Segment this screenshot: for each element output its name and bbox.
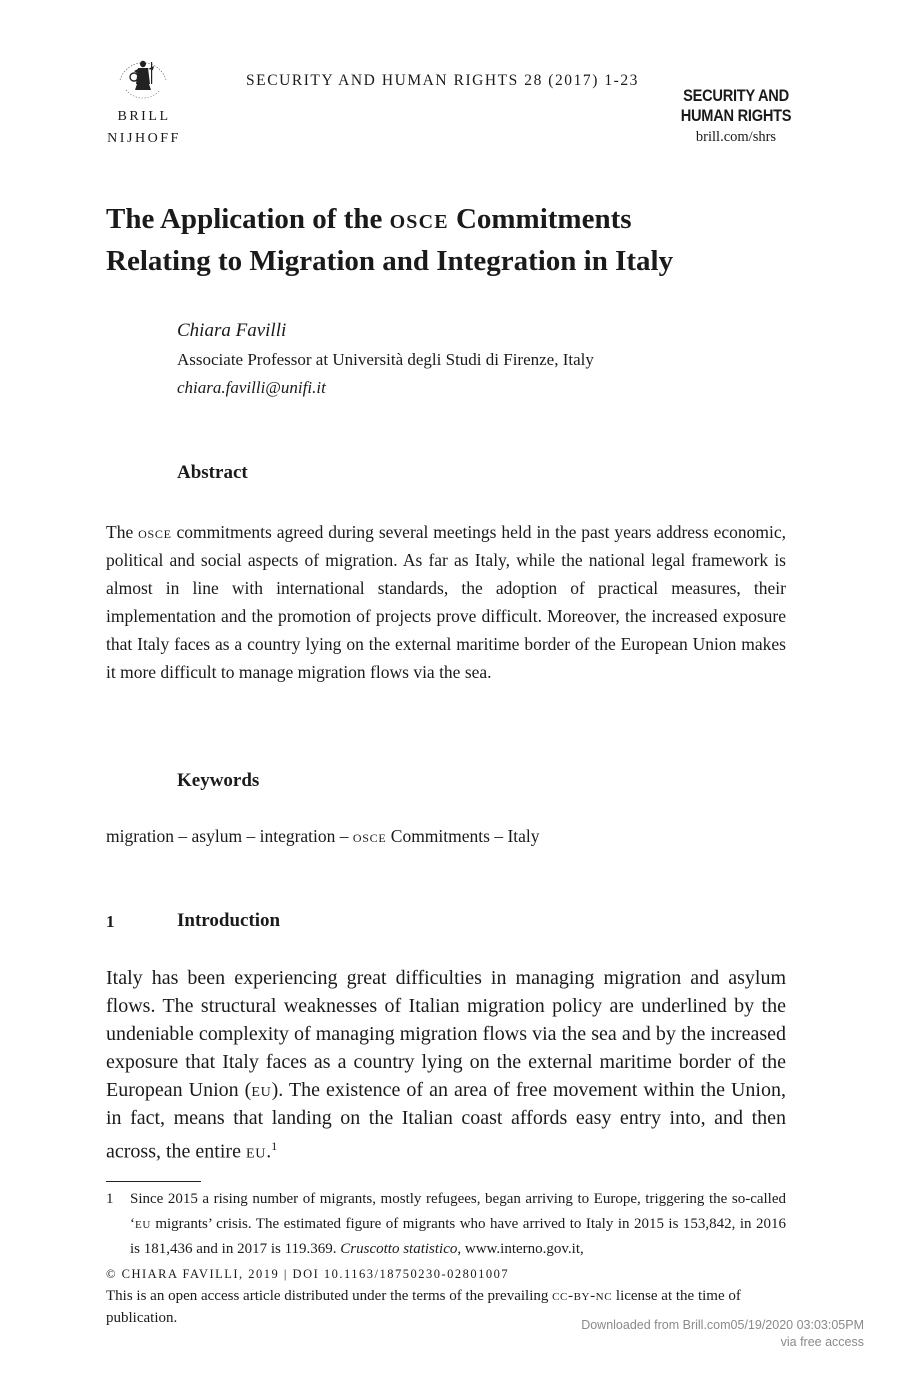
article-title — [106, 198, 806, 282]
copyright-doi: © CHIARA FAVILLI, 2019 | DOI 10.1163/18750230-02801007 — [106, 1267, 510, 1281]
publisher-name-nijhoff: NIJHOFF — [107, 131, 181, 146]
download-line1: Downloaded from Brill.com05/19/2020 03:03:05PM — [581, 1318, 864, 1332]
title-text: The Application of the — [106, 203, 390, 235]
title-osce: osce — [389, 203, 449, 235]
license-cc: cc-by-nc — [552, 1288, 613, 1304]
keywords-list — [106, 826, 540, 847]
journal-url[interactable]: brill.com/shrs — [695, 129, 777, 145]
abstract-body: commitments agreed during several meetings held in the past years address economic, political and social aspects of migration. As far as Italy, while the national legal framework is almost in line with international standards, the adoption of practical measures, their implementation and the promotion of projects prove difficult. Moreover, the increased exposure that Italy faces as a country lying on the external maritime border of the European Union makes it more difficult to manage migration flows via the sea. — [106, 522, 786, 682]
title-line2: Relating to Migration and Integration in Italy — [106, 245, 674, 277]
author-affiliation: Associate Professor at Università degli Studi di Firenze, Italy — [177, 350, 594, 369]
journal-name-line2: HUMAN RIGHTS — [680, 106, 792, 125]
footnote-part: migrants’ crisis. The estimated figure of migrants who have arrived to Italy in 2015 is 153,842, in 2016 is 181,436 and in 2017 is 119.369. — [130, 1216, 786, 1257]
footnote-text — [130, 1187, 786, 1262]
body-eu: eu — [245, 1140, 267, 1163]
footnote-italic: Cruscotto statistico — [340, 1241, 458, 1257]
body-eu: eu — [251, 1079, 272, 1101]
abstract-heading: Abstract — [177, 462, 248, 483]
section-body — [106, 964, 786, 1166]
abstract-text — [106, 518, 786, 686]
footnote-part: Since 2015 a rising number of migrants, mostly refugees, began arriving to Europe, triggering the so-called ‘ — [130, 1191, 786, 1232]
abstract-lead: The — [106, 522, 139, 542]
footnote-rule — [106, 1181, 201, 1182]
keywords-part: Commitments – Italy — [386, 826, 540, 846]
brill-seal-logo — [112, 44, 174, 106]
keywords-osce: osce — [352, 826, 387, 846]
section-number: 1 — [106, 912, 115, 931]
footnote-eu: eu — [135, 1216, 151, 1232]
download-stamp — [581, 1317, 864, 1351]
license-part: This is an open access article distributed under the terms of the prevailing — [106, 1288, 553, 1304]
journal-name-line1: SECURITY AND — [683, 86, 789, 105]
author-email[interactable]: chiara.favilli@unifi.it — [177, 378, 326, 397]
title-text: Commitments — [448, 203, 632, 235]
keywords-heading: Keywords — [177, 770, 260, 791]
abstract-osce: osce — [138, 522, 172, 542]
publisher-name-brill: BRILL — [117, 109, 171, 124]
footnote — [106, 1187, 786, 1262]
section-title: Introduction — [177, 910, 281, 931]
author-name: Chiara Favilli — [177, 320, 287, 341]
journal-name — [671, 86, 802, 126]
footnote-part: , www.interno.gov.it, — [457, 1241, 584, 1257]
body-part: ). The existence of an area of free movement within the Union, in fact, means that landing on the Italian coast affords easy entry into, and then across, the entire — [106, 1079, 786, 1163]
download-line2: via free access — [780, 1335, 864, 1349]
keywords-part: migration – asylum – integration – — [106, 826, 353, 846]
body-part: Italy has been experiencing great difficulties in managing migration and asylum flows. The structural weaknesses of Italian migration policy are underlined by the undeniable complexity of managing migration flows via the sea and by the increased exposure that Italy faces as a country lying on the external maritime border of the European Union ( — [106, 967, 786, 1101]
license-part: license at the time of publication. — [106, 1288, 741, 1326]
running-head: SECURITY AND HUMAN RIGHTS 28 (2017) 1-23 — [246, 72, 639, 89]
body-part: . — [266, 1140, 272, 1163]
footnote-number: 1 — [106, 1191, 114, 1207]
footnote-reference[interactable]: 1 — [271, 1139, 278, 1153]
